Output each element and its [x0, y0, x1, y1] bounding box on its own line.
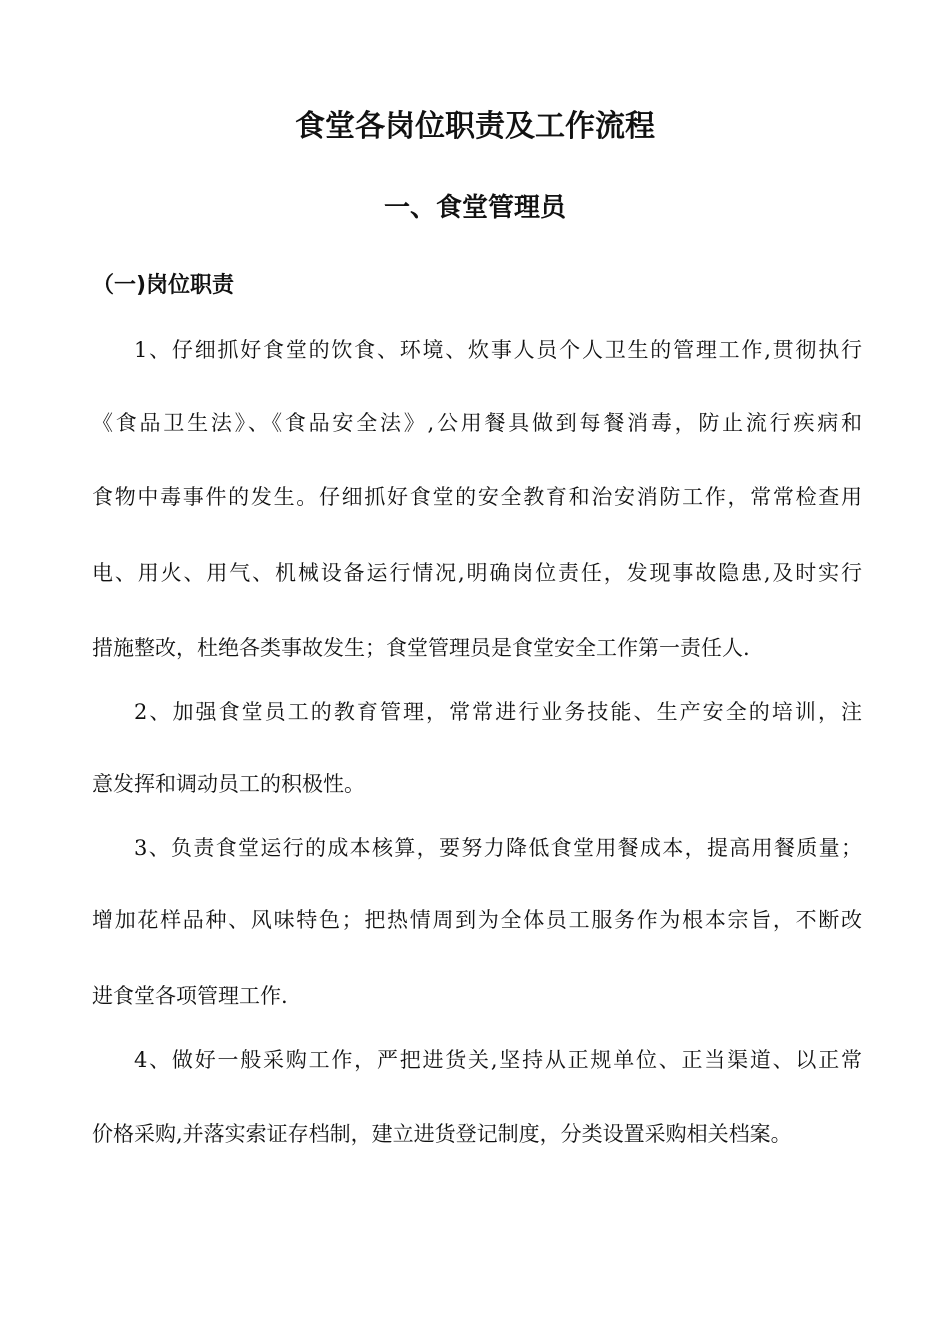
paragraph-3-line-2: 增加花样品种、风味特色；把热情周到为全体员工服务作为根本宗旨，不断改	[92, 908, 862, 932]
paragraph-4-line-1: 4、做好一般采购工作，严把进货关,坚持从正规单位、正当渠道、以正常	[134, 1048, 862, 1072]
paragraph-2-line-2: 意发挥和调动员工的积极性。	[92, 772, 365, 796]
paragraph-1-line-4: 电、用火、用气、机械设备运行情况,明确岗位责任，发现事故隐患,及时实行	[92, 561, 862, 585]
paragraph-3-line-1: 3、负责食堂运行的成本核算，要努力降低食堂用餐成本，提高用餐质量；	[134, 836, 862, 860]
paragraph-1-line-2: 《食品卫生法》、《食品安全法》,公用餐具做到每餐消毒，防止流行疾病和	[92, 411, 862, 435]
paragraph-2-line-1: 2、加强食堂员工的教育管理，常常进行业务技能、生产安全的培训，注	[134, 700, 862, 724]
section-title: 一、食堂管理员	[383, 193, 566, 223]
paragraph-3-line-3: 进食堂各项管理工作.	[92, 984, 288, 1008]
paragraph-1-line-5: 措施整改，杜绝各类事故发生；食堂管理员是食堂安全工作第一责任人.	[92, 636, 750, 660]
paragraph-1-line-3: 食物中毒事件的发生。仔细抓好食堂的安全教育和治安消防工作，常常检查用	[92, 485, 862, 509]
paragraph-4-line-2: 价格采购,并落实索证存档制，建立进货登记制度，分类设置采购相关档案。	[92, 1122, 792, 1146]
sub-heading: （一)岗位职责	[92, 273, 235, 298]
paragraph-1-line-1: 1、仔细抓好食堂的饮食、环境、炊事人员个人卫生的管理工作,贯彻执行	[134, 338, 862, 362]
document-title: 食堂各岗位职责及工作流程	[295, 109, 655, 144]
